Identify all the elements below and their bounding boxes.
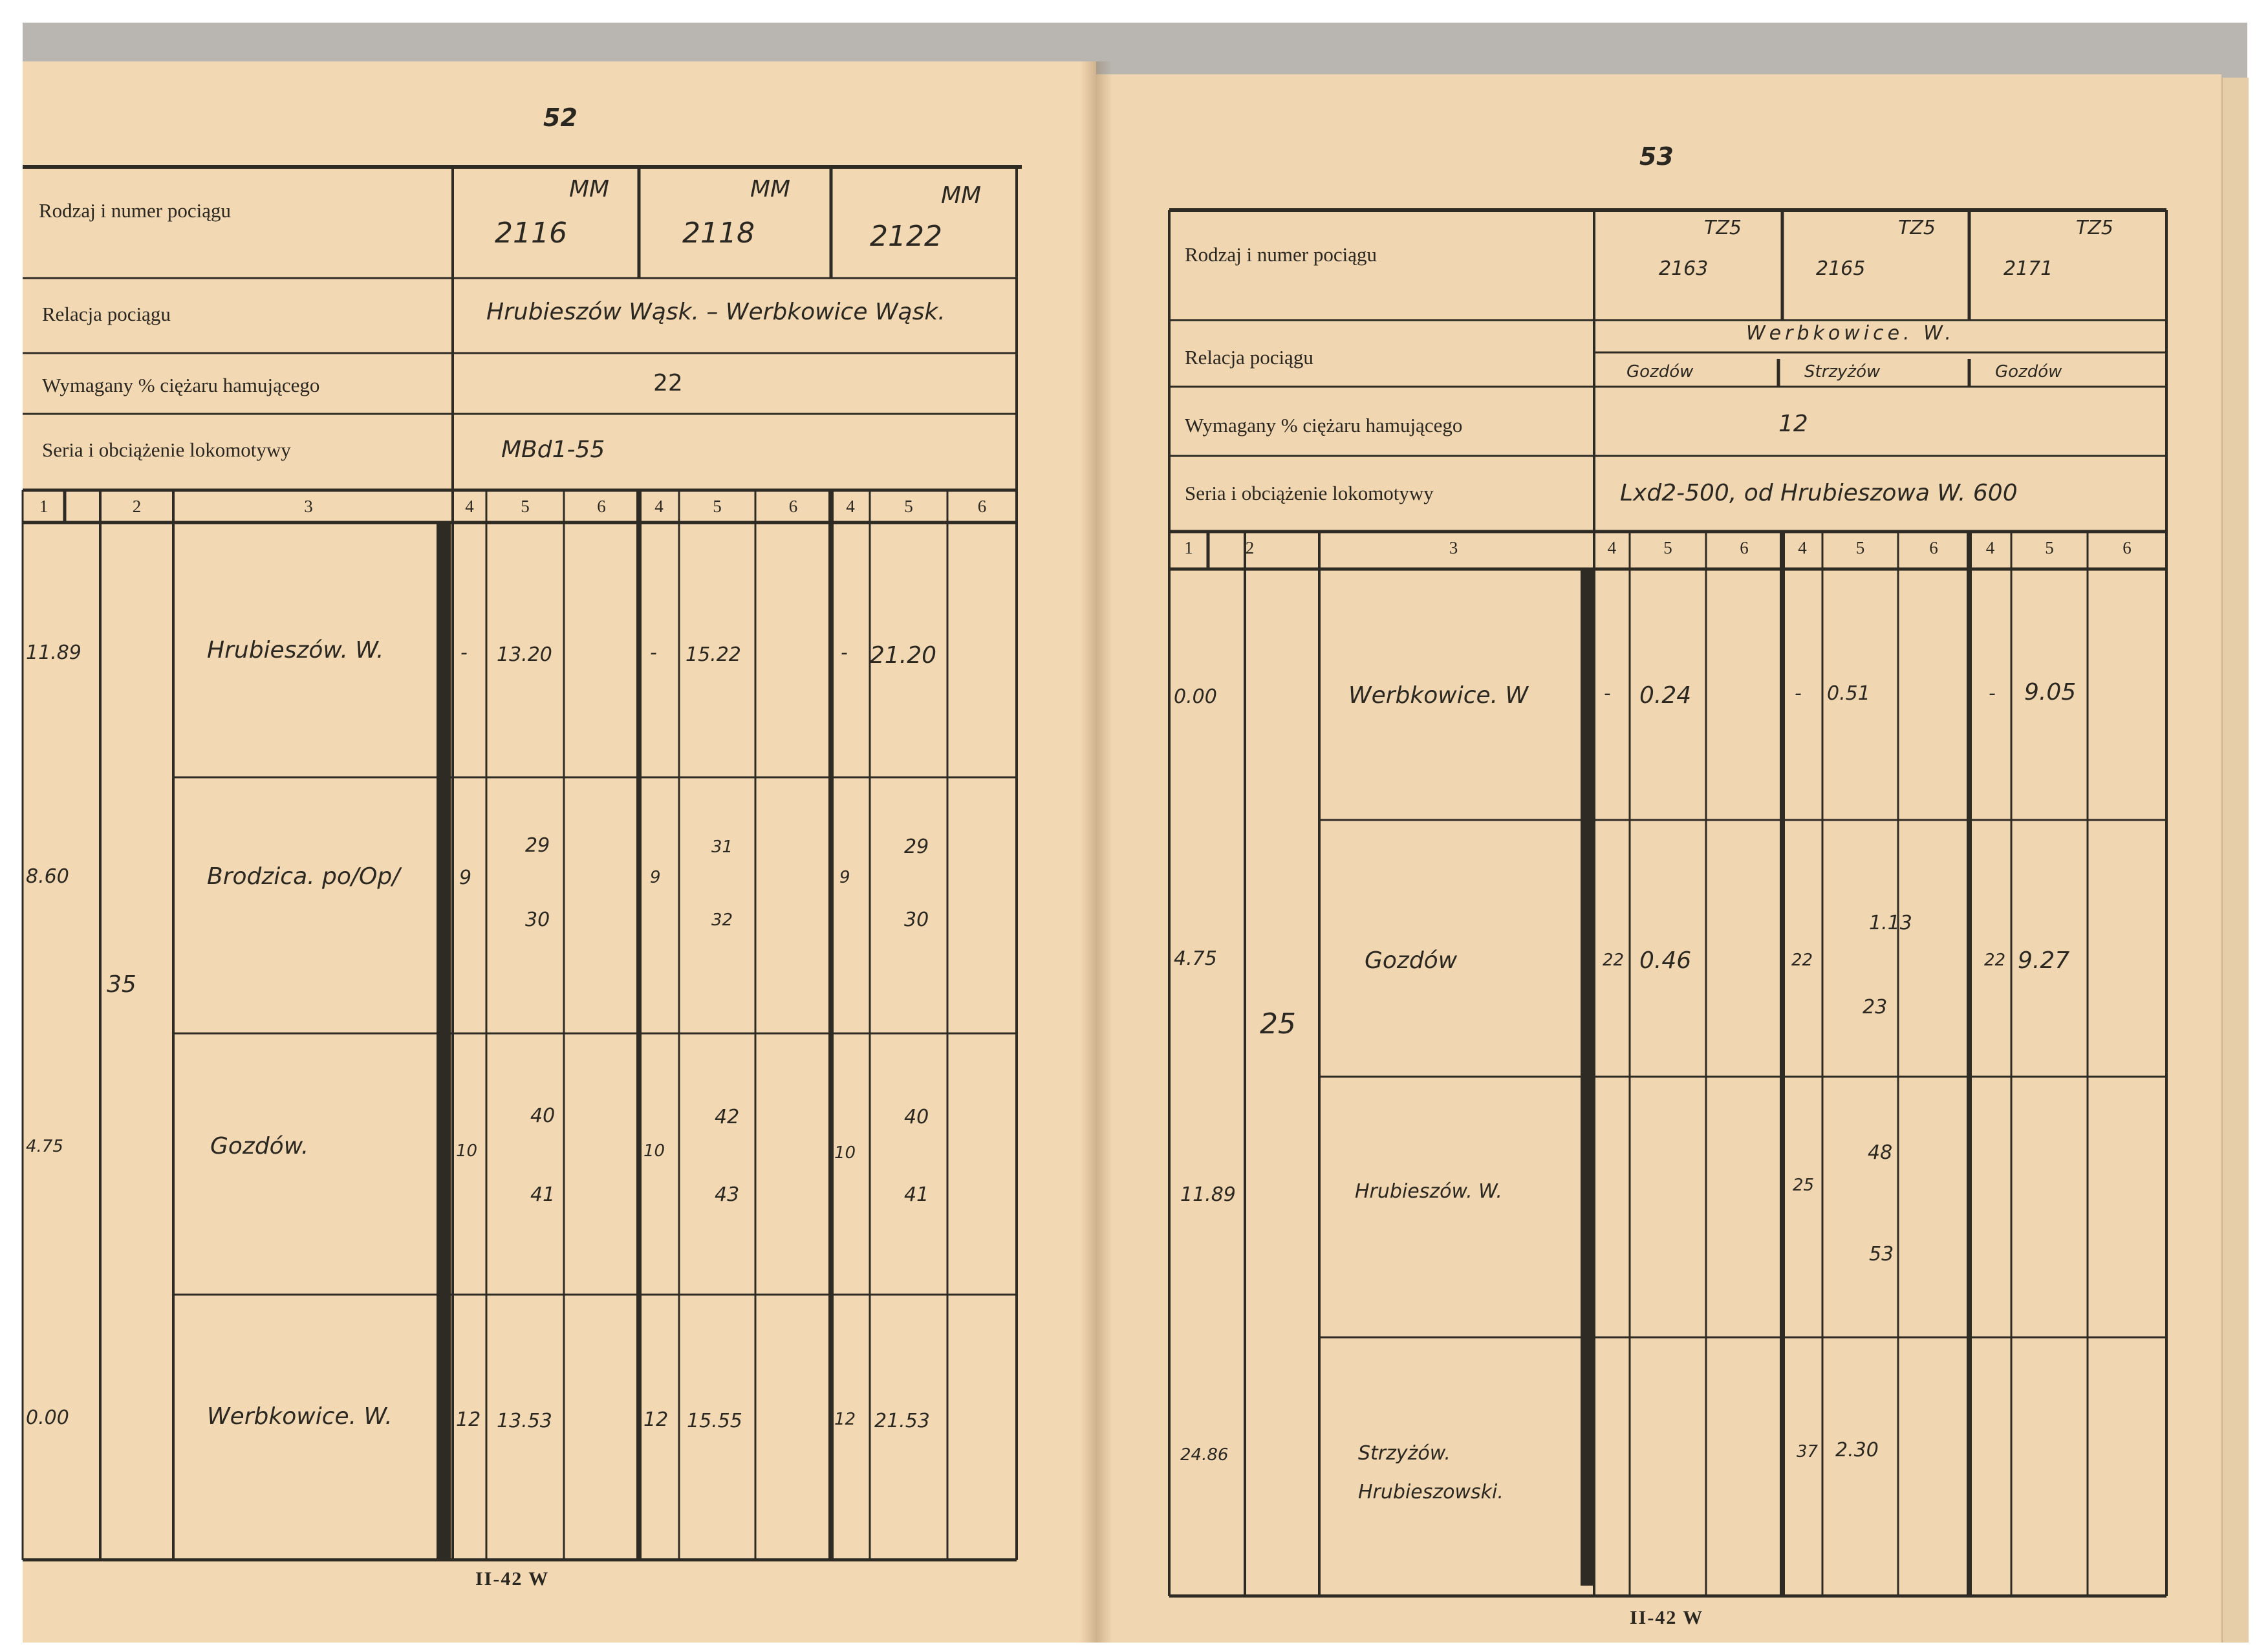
cell-value: 48 [1868, 1141, 1893, 1164]
col2-value: 25 [1260, 1008, 1296, 1040]
page-footer: II-42 W [475, 1568, 550, 1590]
cell-value: 40 [904, 1106, 929, 1128]
column-number: 3 [304, 497, 313, 516]
station-name-line2: Hrubieszowski. [1358, 1481, 1504, 1503]
cell-value: - [841, 641, 848, 664]
station-name: Hrubieszów. W. [1355, 1180, 1502, 1203]
column-number: 5 [521, 497, 530, 516]
column-number: 6 [977, 497, 987, 516]
km-value: 0.00 [1174, 685, 1217, 708]
cell-value: 10 [456, 1141, 478, 1161]
label-loco-series-load: Seria i obciążenie lokomotywy [1185, 482, 1434, 504]
cell-value: 9 [839, 868, 850, 887]
cell-value: 30 [525, 909, 550, 931]
cell-value: 29 [904, 835, 929, 858]
cell-value: 21.53 [874, 1410, 930, 1432]
page-number: 52 [543, 103, 578, 132]
cell-value: 41 [530, 1183, 556, 1206]
train-type: MM [569, 176, 610, 202]
cell-value: - [1989, 682, 1996, 705]
brake-percent-value: 22 [653, 370, 683, 396]
column-number: 2 [132, 497, 142, 516]
label-loco-series-load: Seria i obciążenie lokomotywy [42, 438, 291, 461]
cell-value: 41 [904, 1183, 929, 1206]
label-brake-weight: Wymagany % ciężaru hamującego [1185, 414, 1463, 436]
km-value: 8.60 [26, 865, 69, 888]
column-number: 5 [2045, 538, 2054, 557]
page-footer: II-42 W [1630, 1607, 1704, 1628]
cell-value: 0.51 [1827, 682, 1870, 705]
train-type: MM [750, 176, 791, 202]
column-number: 4 [1798, 538, 1807, 557]
cell-value: 10 [834, 1143, 856, 1163]
train-type: TZ5 [1704, 217, 1742, 239]
brake-percent-value: 12 [1778, 411, 1808, 437]
label-train-relation: Relacja pociągu [42, 303, 171, 325]
cell-value: 53 [1869, 1243, 1894, 1266]
km-value: 11.89 [26, 641, 81, 664]
col2-value: 35 [107, 971, 136, 998]
cell-value: 31 [711, 837, 733, 857]
column-number: 6 [1740, 538, 1749, 557]
cell-value: - [650, 641, 657, 664]
cell-value: 22 [1603, 951, 1625, 970]
relation-value: Hrubieszów Wąsk. – Werbkowice Wąsk. [486, 299, 945, 325]
column-number: 4 [846, 497, 855, 516]
cell-value: 29 [525, 834, 550, 857]
cell-value: 22 [1791, 951, 1813, 970]
train-number: 2163 [1659, 257, 1709, 280]
km-value: 24.86 [1180, 1445, 1229, 1465]
train-type: MM [941, 182, 982, 209]
cell-value: 25 [1793, 1176, 1815, 1195]
locomotive-value: MBd1-55 [501, 436, 605, 463]
cell-value: 9.05 [2024, 679, 2077, 706]
column-number: 5 [1663, 538, 1672, 557]
column-number: 5 [1855, 538, 1865, 557]
label-train-type-number: Rodzaj i numer pociągu [39, 199, 231, 222]
cell-value: 22 [1984, 951, 2006, 970]
column-number: 6 [788, 497, 798, 516]
cell-value: 21.20 [870, 642, 937, 669]
column-number: 4 [465, 497, 474, 516]
km-value: 11.89 [1180, 1183, 1236, 1206]
relation-from: Werbkowice. W. [1746, 322, 1955, 345]
train-number: 2122 [870, 220, 942, 253]
column-number: 4 [1607, 538, 1617, 557]
page-number: 53 [1639, 142, 1674, 171]
cell-value: 10 [643, 1141, 665, 1161]
cell-value: 9.27 [2018, 947, 2070, 974]
column-number: 4 [1985, 538, 1995, 557]
km-value: 0.00 [26, 1406, 69, 1429]
station-name: Strzyżów. [1358, 1442, 1451, 1465]
train-number: 2118 [682, 217, 755, 250]
train-type: TZ5 [1898, 217, 1936, 239]
cell-value: 15.55 [687, 1410, 742, 1432]
train-type: TZ5 [2076, 217, 2113, 239]
cell-value: - [1604, 682, 1611, 705]
station-name: Brodzica. po/Op/ [207, 863, 400, 890]
station-name: Werbkowice. W. [207, 1403, 393, 1430]
column-number: 1 [39, 497, 49, 516]
cell-value: 9 [459, 867, 472, 889]
km-value: 4.75 [1174, 947, 1217, 970]
relation-to: Strzyżów [1804, 362, 1881, 382]
cell-value: 43 [715, 1183, 740, 1206]
station-name: Gozdów. [210, 1133, 309, 1159]
label-train-type-number: Rodzaj i numer pociągu [1185, 243, 1377, 266]
cell-value: 12 [834, 1410, 856, 1429]
cell-value: 9 [650, 868, 661, 887]
column-number: 6 [597, 497, 606, 516]
station-name: Gozdów [1365, 947, 1458, 974]
train-number: 2171 [2003, 257, 2053, 280]
cell-value: 0.46 [1639, 947, 1692, 974]
cell-value: 13.20 [497, 643, 552, 666]
column-number: 6 [1929, 538, 1938, 557]
cell-value: - [1795, 682, 1802, 705]
cell-value: 1.13 [1869, 912, 1912, 934]
cell-value: 23 [1863, 996, 1888, 1018]
label-train-relation: Relacja pociągu [1185, 346, 1313, 369]
cell-value: 0.24 [1639, 682, 1692, 709]
label-brake-weight: Wymagany % ciężaru hamującego [42, 374, 320, 396]
station-name: Werbkowice. W [1348, 682, 1529, 709]
relation-to: Gozdów [1995, 362, 2062, 382]
cell-value: - [460, 641, 468, 664]
cell-value: 42 [715, 1106, 740, 1128]
cell-value: 12 [456, 1408, 481, 1431]
cell-value: 15.22 [686, 643, 741, 666]
column-number: 6 [2122, 538, 2132, 557]
column-number: 5 [904, 497, 913, 516]
station-name: Hrubieszów. W. [207, 637, 384, 663]
column-number: 1 [1184, 538, 1193, 557]
cell-value: 2.30 [1835, 1439, 1879, 1461]
km-value: 4.75 [26, 1137, 63, 1156]
column-number: 2 [1245, 538, 1255, 557]
relation-to: Gozdów [1626, 362, 1694, 382]
column-number: 3 [1449, 538, 1458, 557]
column-number: 4 [654, 497, 664, 516]
cell-value: 13.53 [497, 1410, 552, 1432]
cell-value: 40 [530, 1105, 556, 1127]
column-number: 5 [713, 497, 722, 516]
train-number: 2116 [495, 217, 567, 250]
cell-value: 12 [643, 1408, 669, 1431]
cell-value: 37 [1797, 1442, 1819, 1461]
locomotive-value: Lxd2-500, od Hrubieszowa W. 600 [1620, 480, 2018, 506]
cell-value: 32 [711, 911, 733, 930]
train-number: 2165 [1816, 257, 1866, 280]
cell-value: 30 [904, 909, 929, 931]
